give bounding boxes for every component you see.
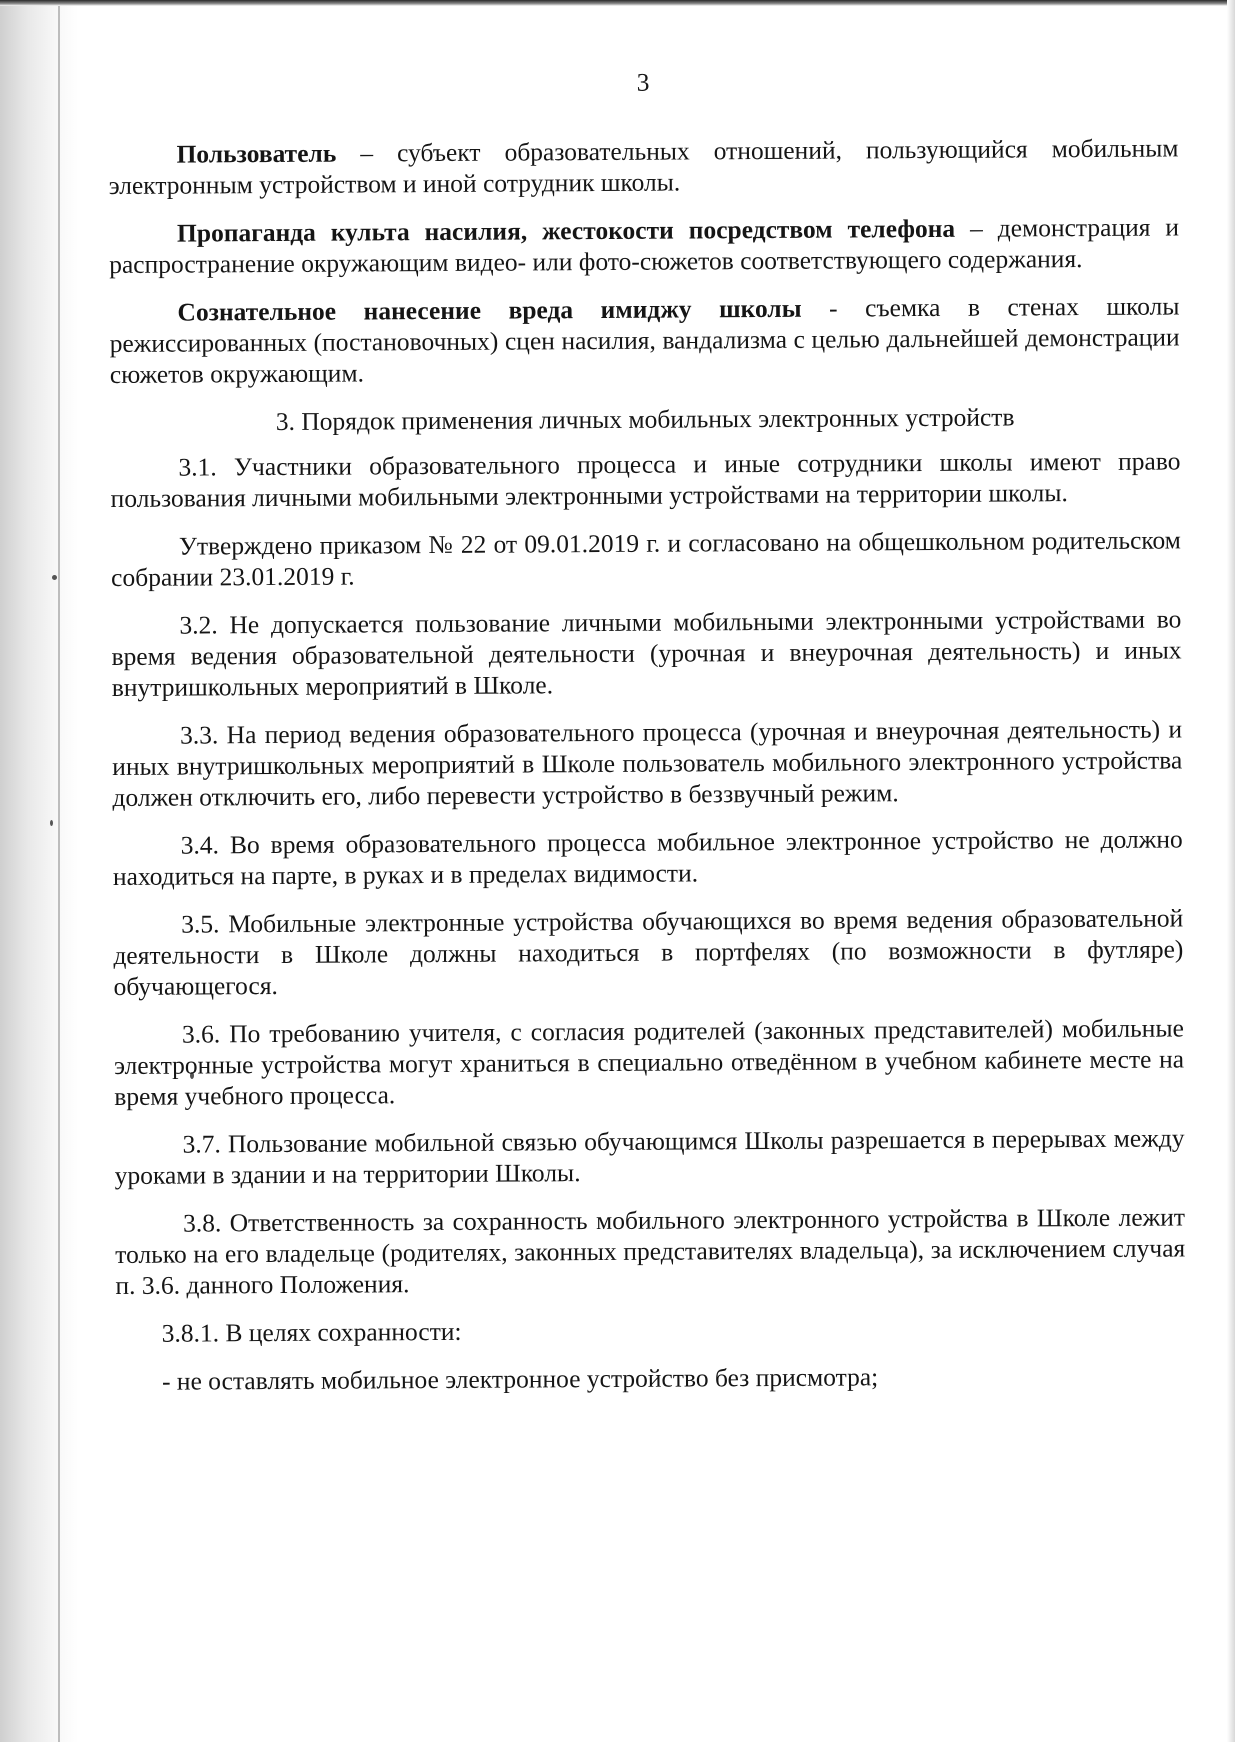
page-number: 3 — [636, 67, 650, 97]
definition-term: Пропаганда культа насилия, жестокости посредством телефона — [176, 213, 956, 248]
clause-3-8-1: 3.8.1. В целях сохранности: — [161, 1316, 462, 1348]
clause-3-5: 3.5. Мобильные электронные устройства обучающихся во время ведения образовательной деятельности в Школе должны находиться в портфелях (по возможности в футляре) обучающегося. — [113, 903, 1184, 1001]
clause-3-2: 3.2. Не допускается пользование личными мобильными электронными устройствами во время ведения образовательной деятельности (урочная и внеурочная деятельность) и иных внутришкольных мероприятий в Школе. — [111, 604, 1182, 702]
definition-text: – демонстрация и распространение окружающим видео- или фото-сюжетов соответствующего содержания. — [109, 212, 1180, 279]
clause-3-7: 3.7. Пользование мобильной связью обучающимся Школы разрешается в перерывах между уроками в здании и на территории Школы. — [114, 1123, 1185, 1190]
definition-term: Пользователь — [176, 138, 337, 169]
clause-3-3: 3.3. На период ведения образовательного процесса (урочная и внеурочная деятельность) и иных внутришкольных мероприятий в Школе пользователь мобильного электронного устройства должен отключить его, либо перевести устройство в беззвучный режим. — [112, 714, 1183, 812]
clause-3-4: 3.4. Во время образовательного процесса мобильное электронное устройство не должно находиться на парте, в руках и в пределах видимости. — [112, 824, 1183, 891]
approval-note: Утверждено приказом № 22 от 09.01.2019 г. и согласовано на общешкольном родительском собрании 23.01.2019 г. — [111, 525, 1181, 592]
bullet-item: - не оставлять мобильное электронное устройство без присмотра; — [161, 1362, 879, 1396]
definition-text: - съемка в стенах школы режиссированных (постановочных) сцен насилия, вандализма с целью дальнейшей демонстрации сюжетов окружающим. — [109, 291, 1180, 389]
document-body — [108, 63, 1186, 1414]
definition-violence-propaganda — [109, 211, 1179, 280]
right-edge — [1227, 0, 1235, 1742]
definition-text: – субъект образовательных отношений, пользующийся мобильным электронным устройством и иной сотрудник школы. — [108, 133, 1179, 200]
scan-speck — [52, 575, 57, 580]
fold-line — [58, 0, 60, 1742]
section-heading: 3. Порядок применения личных мобильных электронных устройств — [275, 402, 1015, 436]
top-edge — [0, 0, 1235, 6]
binding-shadow — [0, 0, 78, 1742]
definition-term: Сознательное нанесение вреда имиджу школы — [177, 293, 802, 327]
definition-image-harm — [109, 290, 1180, 390]
clause-3-6: 3.6. По требованию учителя, с согласия родителей (законных представителей) мобильные электронные устройства могут храниться в специально отведённом в учебном кабинете месте на время учебного процесса. — [113, 1013, 1185, 1111]
scan-speck — [50, 820, 53, 826]
clause-3-1: 3.1. Участники образовательного процесса и иные сотрудники школы имеют право пользования личными мобильными электронными устройствами на территории школы. — [110, 446, 1181, 513]
clause-3-8: 3.8. Ответственность за сохранность мобильного электронного устройства в Школе лежит только на его владельце (родителях, законных представителях владельца), за исключением случая п. 3.6. данного Положения. — [115, 1202, 1186, 1300]
definition-user — [108, 132, 1178, 201]
